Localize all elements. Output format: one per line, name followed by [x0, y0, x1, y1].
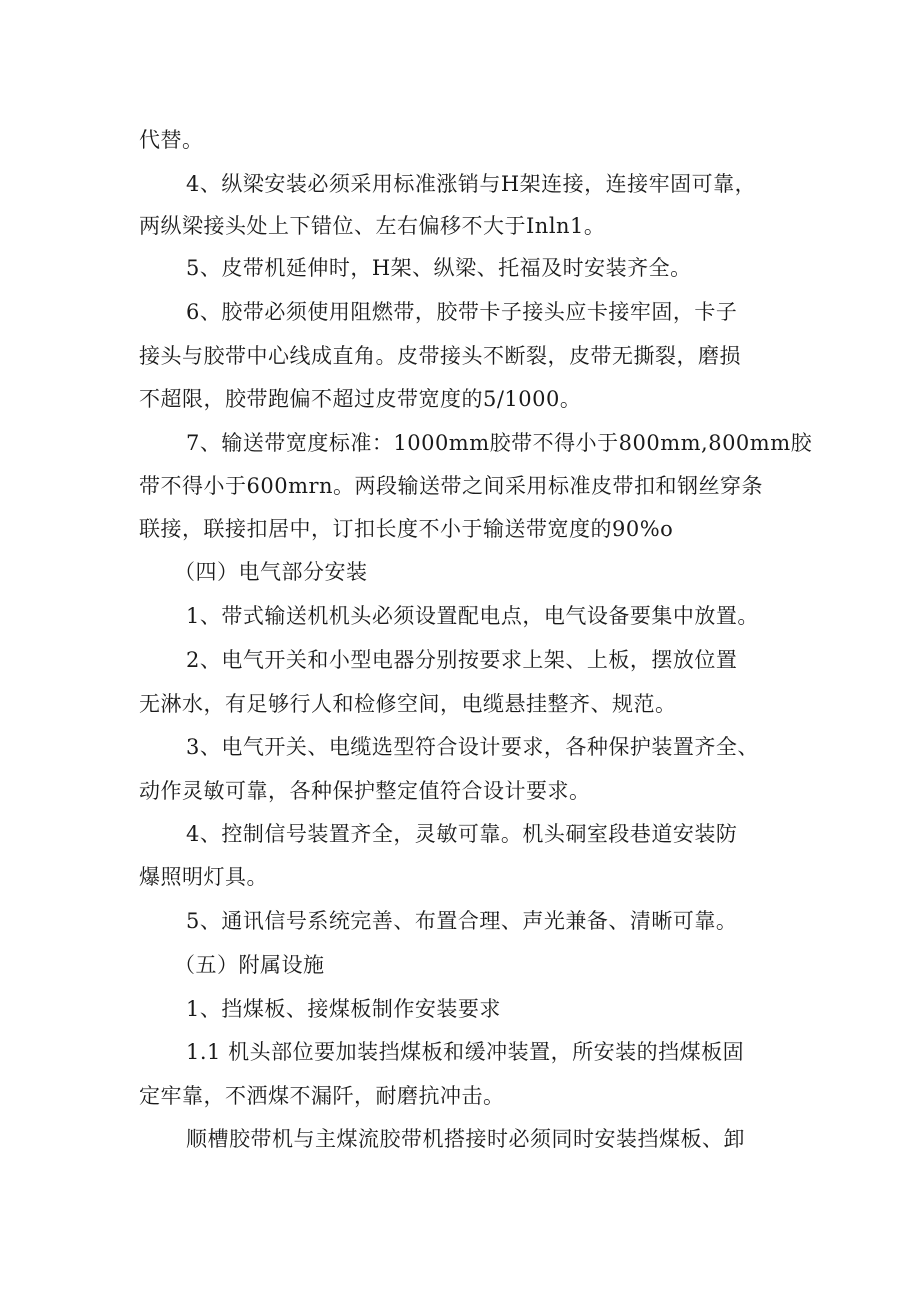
text-line: 1、带式输送机机头必须设置配电点，电气设备要集中放置。	[186, 604, 759, 628]
text-line: 动作灵敏可靠，各种保护整定值符合设计要求。	[139, 779, 591, 803]
text-line: 2、电气开关和小型电器分别按要求上架、上板，摆放位置	[186, 648, 738, 672]
text-line: 1、挡煤板、接煤板制作安装要求	[186, 997, 501, 1021]
text-line: 5、皮带机延伸时，H架、纵梁、托福及时安装齐全。	[186, 256, 692, 280]
text-line: 联接，联接扣居中，订扣长度不小于输送带宽度的90%o	[139, 517, 674, 541]
text-line: 带不得小于600mrn。两段输送带之间采用标准皮带扣和钢丝穿条	[139, 474, 764, 498]
section-heading: （四）电气部分安装	[174, 560, 368, 584]
text-line: 两纵梁接头处上下错位、左右偏移不大于Inln1。	[139, 214, 606, 238]
text-line: 不超限，胶带跑偏不超过皮带宽度的5/1000。	[139, 387, 582, 411]
text-line: 接头与胶带中心线成直角。皮带接头不断裂，皮带无撕裂，磨损	[139, 344, 741, 368]
text-line: 爆照明灯具。	[139, 865, 268, 889]
text-line: 5、通讯信号系统完善、布置合理、声光兼备、清晰可靠。	[186, 909, 738, 933]
text-line: 顺槽胶带机与主煤流胶带机搭接时必须同时安装挡煤板、卸	[186, 1127, 745, 1151]
text-line: 7、输送带宽度标准：1000mm胶带不得小于800mm,800mm胶	[186, 431, 813, 455]
text-line: 4、纵梁安装必须采用标准涨销与H架连接，连接牢固可靠，	[186, 172, 757, 196]
text-line: 4、控制信号装置齐全，灵敏可靠。机头硐室段巷道安装防	[186, 822, 738, 846]
text-line: 6、胶带必须使用阻燃带，胶带卡子接头应卡接牢固，卡子	[186, 300, 738, 324]
text-line: 无淋水，有足够行人和检修空间，电缆悬挂整齐、规范。	[139, 692, 677, 716]
text-line: 代替。	[139, 128, 204, 152]
text-line: 定牢靠，不洒煤不漏阡，耐磨抗冲击。	[139, 1084, 505, 1108]
text-line: 3、电气开关、电缆选型符合设计要求，各种保护装置齐全、	[186, 735, 759, 759]
text-line: 1.1 机头部位要加装挡煤板和缓冲装置，所安装的挡煤板固	[186, 1040, 745, 1064]
section-heading: （五）附属设施	[174, 953, 325, 977]
